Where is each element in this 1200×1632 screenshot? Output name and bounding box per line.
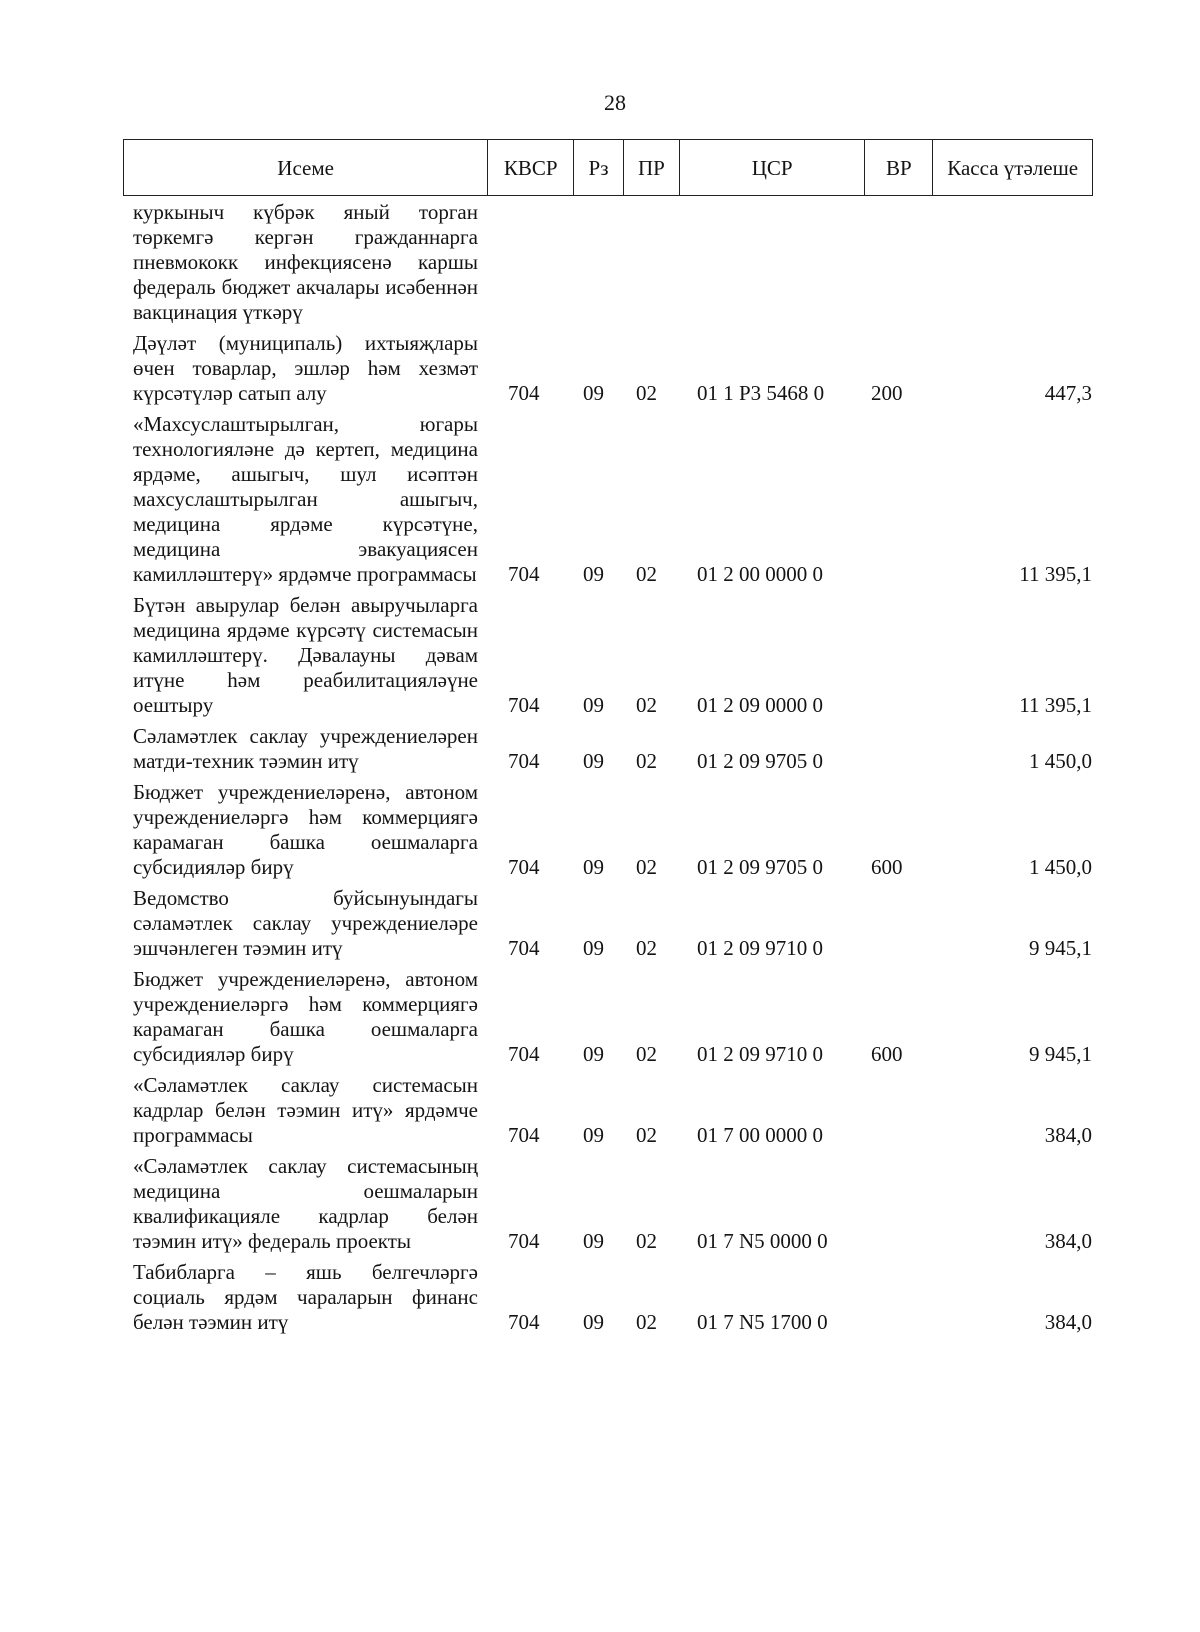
header-kassa: Касса үтәлеше xyxy=(947,155,1079,180)
row-csr: 01 7 00 0000 0 xyxy=(697,1123,823,1147)
row-kassa: 384,0 xyxy=(1044,1229,1092,1253)
row-rz: 09 xyxy=(583,1310,604,1334)
row-kassa: 1 450,0 xyxy=(1029,749,1092,773)
header-rz: Рз xyxy=(574,140,624,195)
row-vr: 600 xyxy=(871,1042,903,1066)
table-row xyxy=(0,780,1200,880)
row-kassa: 11 395,1 xyxy=(1019,693,1092,717)
row-rz: 09 xyxy=(583,936,604,960)
table-row xyxy=(0,886,1200,961)
row-vr: 600 xyxy=(871,855,903,879)
table-row xyxy=(0,967,1200,1067)
row-kassa: 9 945,1 xyxy=(1029,1042,1092,1066)
row-name: «Махсуслаштырылган, югары технологияләне дә кертеп, медицина ярдәме, ашыгыч, шул исәптән махсуслаштырылган ашыгыч, медицина ярдәме күрсәтүне, медицина эвакуациясен камилләштерү» ярдәмче программасы xyxy=(133,412,478,586)
row-pr: 02 xyxy=(636,381,657,405)
row-kvsr: 704 xyxy=(508,936,540,960)
row-kassa: 9 945,1 xyxy=(1029,936,1092,960)
table-row xyxy=(0,1073,1200,1148)
row-csr: 01 7 N5 1700 0 xyxy=(697,1310,828,1334)
row-csr: 01 2 09 9705 0 xyxy=(697,855,823,879)
row-name: Бүтән авырулар белән авыручыларга медицина ярдәме күрсәтү системасын камилләштерү. Дәвалауны дәвам итүне һәм реабилитацияләүне оештыру xyxy=(133,593,478,717)
header-pr: ПР xyxy=(624,140,680,195)
row-kassa: 384,0 xyxy=(1044,1310,1092,1334)
table-header xyxy=(123,139,1093,196)
row-kvsr: 704 xyxy=(508,1042,540,1066)
row-csr: 01 2 00 0000 0 xyxy=(697,562,823,586)
row-kassa: 384,0 xyxy=(1044,1123,1092,1147)
row-kassa: 1 450,0 xyxy=(1029,855,1092,879)
row-kvsr: 704 xyxy=(508,562,540,586)
row-pr: 02 xyxy=(636,1310,657,1334)
row-rz: 09 xyxy=(583,1123,604,1147)
row-rz: 09 xyxy=(583,1042,604,1066)
row-kvsr: 704 xyxy=(508,855,540,879)
header-csr: ЦСР xyxy=(680,140,866,195)
row-pr: 02 xyxy=(636,562,657,586)
row-csr: 01 2 09 9705 0 xyxy=(697,749,823,773)
table-row xyxy=(0,412,1200,587)
row-name: куркыныч күбрәк яный торган төркемгә кергән гражданнарга пневмококк инфекциясенә каршы федераль бюджет акчалары исәбеннән вакцинация үткәрү xyxy=(133,200,478,324)
row-kvsr: 704 xyxy=(508,1229,540,1253)
row-rz: 09 xyxy=(583,749,604,773)
row-vr: 200 xyxy=(871,381,903,405)
row-pr: 02 xyxy=(636,1123,657,1147)
row-rz: 09 xyxy=(583,562,604,586)
row-kvsr: 704 xyxy=(508,749,540,773)
row-name: Бюджет учреждениеләренә, автоном учреждениеләргә һәм коммерциягә карамаган башка оешмаларга субсидияләр бирү xyxy=(133,967,478,1066)
row-name: «Сәламәтлек саклау системасының медицина оешмаларын квалификацияле кадрлар белән тәэмин итү» федераль проекты xyxy=(133,1154,478,1253)
row-kvsr: 704 xyxy=(508,1123,540,1147)
row-name: Ведомство буйсынуындагы сәламәтлек саклау учреждениеләре эшчәнлеген тәэмин итү xyxy=(133,886,478,960)
row-rz: 09 xyxy=(583,1229,604,1253)
row-pr: 02 xyxy=(636,1042,657,1066)
header-name: Исеме xyxy=(124,140,488,195)
row-rz: 09 xyxy=(583,693,604,717)
row-pr: 02 xyxy=(636,1229,657,1253)
row-kvsr: 704 xyxy=(508,381,540,405)
row-name: Бюджет учреждениеләренә, автоном учреждениеләргә һәм коммерциягә карамаган башка оешмаларга субсидияләр бирү xyxy=(133,780,478,879)
table-row xyxy=(0,331,1200,406)
table-row xyxy=(0,200,1200,325)
row-csr: 01 2 09 0000 0 xyxy=(697,693,823,717)
table-row xyxy=(0,1260,1200,1335)
row-name: Табибларга – яшь белгечләргә социаль ярдәм чараларын финанс белән тәэмин итү xyxy=(133,1260,478,1334)
row-pr: 02 xyxy=(636,693,657,717)
row-pr: 02 xyxy=(636,855,657,879)
row-csr: 01 2 09 9710 0 xyxy=(697,1042,823,1066)
header-vr: ВР xyxy=(865,140,933,195)
table-row xyxy=(0,593,1200,718)
row-kvsr: 704 xyxy=(508,693,540,717)
row-name: «Сәламәтлек саклау системасын кадрлар белән тәэмин итү» ярдәмче программасы xyxy=(133,1073,478,1147)
row-rz: 09 xyxy=(583,381,604,405)
row-name: Сәламәтлек саклау учреждениеләрен матди-техник тәэмин итү xyxy=(133,724,478,773)
header-kvsr: КВСР xyxy=(488,140,574,195)
row-kassa: 11 395,1 xyxy=(1019,562,1092,586)
row-kassa: 447,3 xyxy=(1044,381,1092,405)
row-csr: 01 7 N5 0000 0 xyxy=(697,1229,828,1253)
table-row xyxy=(0,724,1200,774)
row-rz: 09 xyxy=(583,855,604,879)
table-row xyxy=(0,1154,1200,1254)
row-pr: 02 xyxy=(636,749,657,773)
row-csr: 01 1 Р3 5468 0 xyxy=(697,381,825,405)
row-name: Дәүләт (муниципаль) ихтыяҗлары өчен товарлар, эшләр һәм хезмәт күрсәтүләр сатып алу xyxy=(133,331,478,405)
row-kvsr: 704 xyxy=(508,1310,540,1334)
row-csr: 01 2 09 9710 0 xyxy=(697,936,823,960)
page-number: 28 xyxy=(604,90,626,115)
table-body xyxy=(0,200,1200,1341)
row-pr: 02 xyxy=(636,936,657,960)
